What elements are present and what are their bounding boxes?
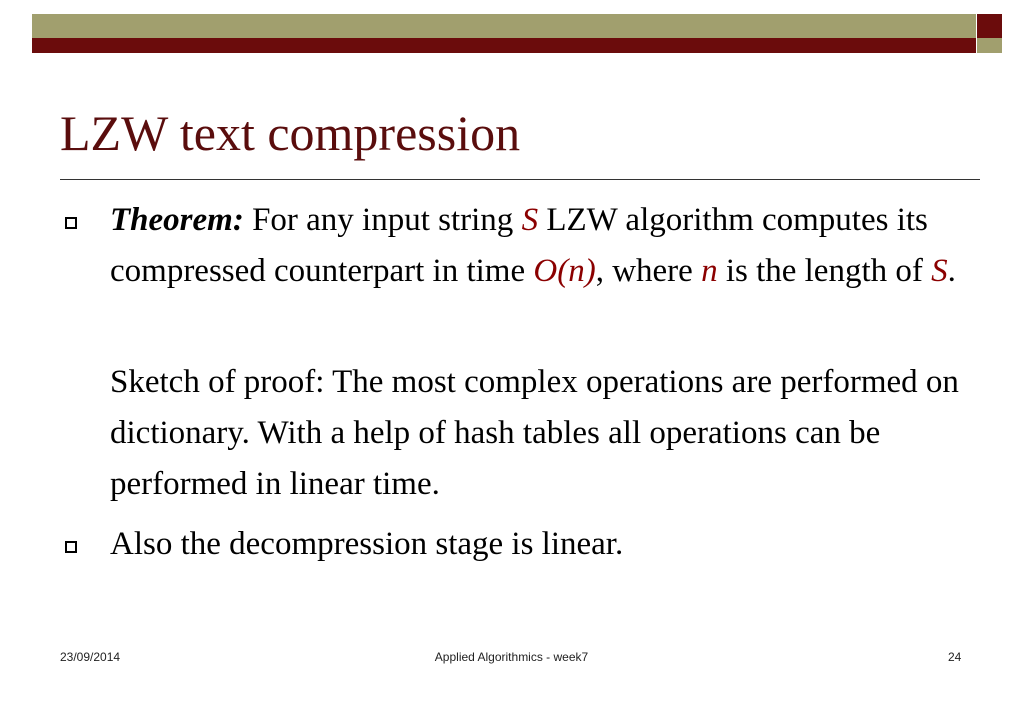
theorem-paragraph (110, 195, 990, 297)
theorem-label: Theorem: (110, 202, 244, 238)
title-divider (60, 179, 980, 180)
footer-date: 23/09/2014 (60, 650, 121, 664)
slide-title: LZW text compression (60, 105, 521, 161)
proof-paragraph: Sketch of proof: The most complex operations are performed on dictionary. With a help of hash tables all operations can be performed in linear time. (110, 364, 959, 502)
theorem-text-c: , where (595, 253, 702, 289)
header-bar-olive (32, 14, 976, 38)
variable-s: S (521, 202, 539, 238)
header-bar-maroon (32, 38, 976, 53)
header-square-maroon (977, 14, 1002, 38)
theorem-text-b: LZW algorithm computes its compressed counterpart in time (110, 202, 928, 289)
header-square-olive (977, 38, 1002, 53)
footer-course: Applied Algorithmics - week7 (434, 650, 589, 664)
bullet-square-icon (65, 541, 77, 553)
theorem-text-d: is the length of (717, 253, 932, 289)
footer-page-number: 24 (948, 650, 962, 664)
bullet-square-icon (65, 217, 77, 229)
variable-s-2: S (931, 253, 948, 289)
decompression-paragraph: Also the decompression stage is linear. (110, 526, 624, 562)
theorem-text-e: . (947, 253, 956, 289)
theorem-text-a: For any input string (243, 202, 522, 238)
variable-n: n (701, 253, 718, 289)
complexity-expression: O(n) (533, 253, 596, 289)
